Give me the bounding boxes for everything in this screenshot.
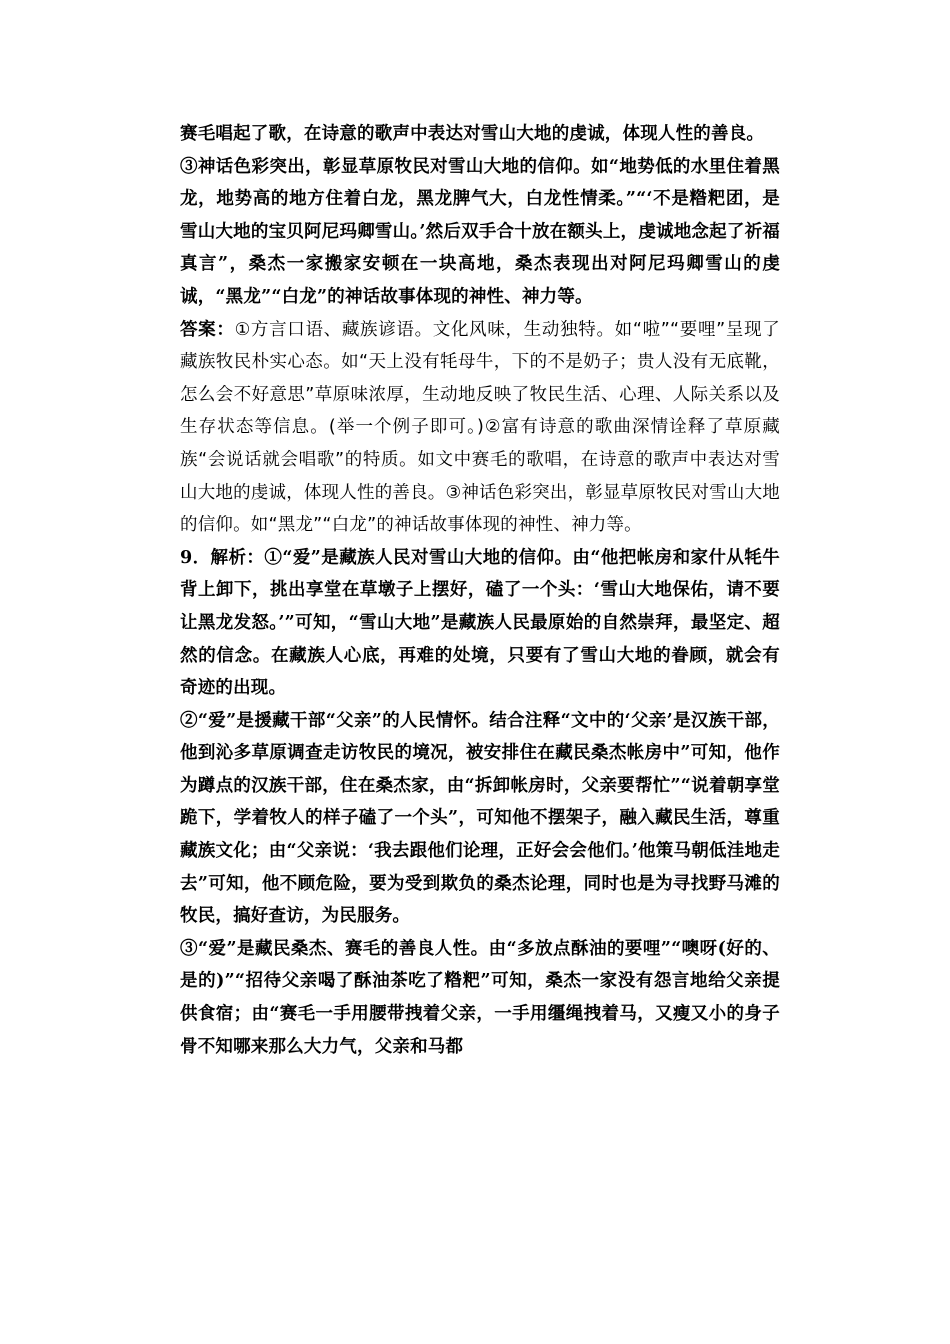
answer-label: 答案：: [180, 319, 235, 340]
answer-paragraph: [180, 314, 780, 542]
paragraph-continuation: 赛毛唱起了歌，在诗意的歌声中表达对雪山大地的虔诚，体现人性的善良。: [180, 124, 765, 144]
document-page: [180, 118, 780, 1063]
question-9-analysis: [180, 542, 780, 705]
question-9-text: ①“爱”是藏族人民对雪山大地的信仰。由“他把帐房和家什从牦牛背上卸下，挑出享堂在草墩子上摆好，磕了一个头：‘雪山大地保佑，请不要让黑龙发怒。’”可知，“雪山大地”是藏族人民最原始的自然崇拜，最坚定、超然的信念。在藏族人心底，再难的处境，只要有了雪山大地的眷顾，就会有奇迹的出现。: [180, 547, 780, 699]
analysis-point-2: ②“爱”是援藏干部“父亲”的人民情怀。结合注释“文中的‘父亲’是汉族干部，他到沁多草原调查走访牧民的境况，被安排住在藏民桑杰帐房中”可知，他作为蹲点的汉族干部，住在桑杰家，由“拆卸帐房时，父亲要帮忙”“说着朝享堂跪下，学着牧人的样子磕了一个头”，可知他不摆架子，融入藏民生活，尊重藏族文化；由“父亲说：‘我去跟他们论理，正好会会他们。’他策马朝低洼地走去”可知，他不顾危险，要为受到欺负的桑杰论理，同时也是为寻找野马滩的牧民，搞好查访，为民服务。: [180, 710, 780, 927]
answer-text: ①方言口语、藏族谚语。文化风味，生动独特。如“啦”“要哩”呈现了藏族牧民朴实心态。如“天上没有牦母牛，下的不是奶子；贵人没有无底靴，怎么会不好意思”草原味浓厚，生动地反映了牧民生活、心理、人际关系以及生存状态等信息。(举一个例子即可。)②富有诗意的歌曲深情诠释了草原藏族“会说话就会唱歌”的特质。如文中赛毛的歌唱，在诗意的歌声中表达对雪山大地的虔诚，体现人性的善良。③神话色彩突出，彰显草原牧民对雪山大地的信仰。如“黑龙”“白龙”的神话故事体现的神性、神力等。: [180, 319, 780, 536]
analysis-point-3: ③“爱”是藏民桑杰、赛毛的善良人性。由“多放点酥油的要哩”“噢呀(好的、是的)”“招待父亲喝了酥油茶吃了糌粑”可知，桑杰一家没有怨言地给父亲提供食宿；由“赛毛一手用腰带拽着父亲，一手用缰绳拽着马，又瘦又小的身子骨不知哪来那么大力气，父亲和马都: [180, 938, 780, 1057]
paragraph-point-3: ③神话色彩突出，彰显草原牧民对雪山大地的信仰。如“地势低的水里住着黑龙，地势高的地方住着白龙，黑龙脾气大，白龙性情柔。”“‘不是糌粑团，是雪山大地的宝贝阿尼玛卿雪山。’然后双手合十放在额头上，虔诚地念起了祈福真言”，桑杰一家搬家安顿在一块高地，桑杰表现出对阿尼玛卿雪山的虔诚，“黑龙”“白龙”的神话故事体现的神性、神力等。: [180, 156, 780, 307]
question-9-label: 9．解析：: [180, 547, 265, 568]
